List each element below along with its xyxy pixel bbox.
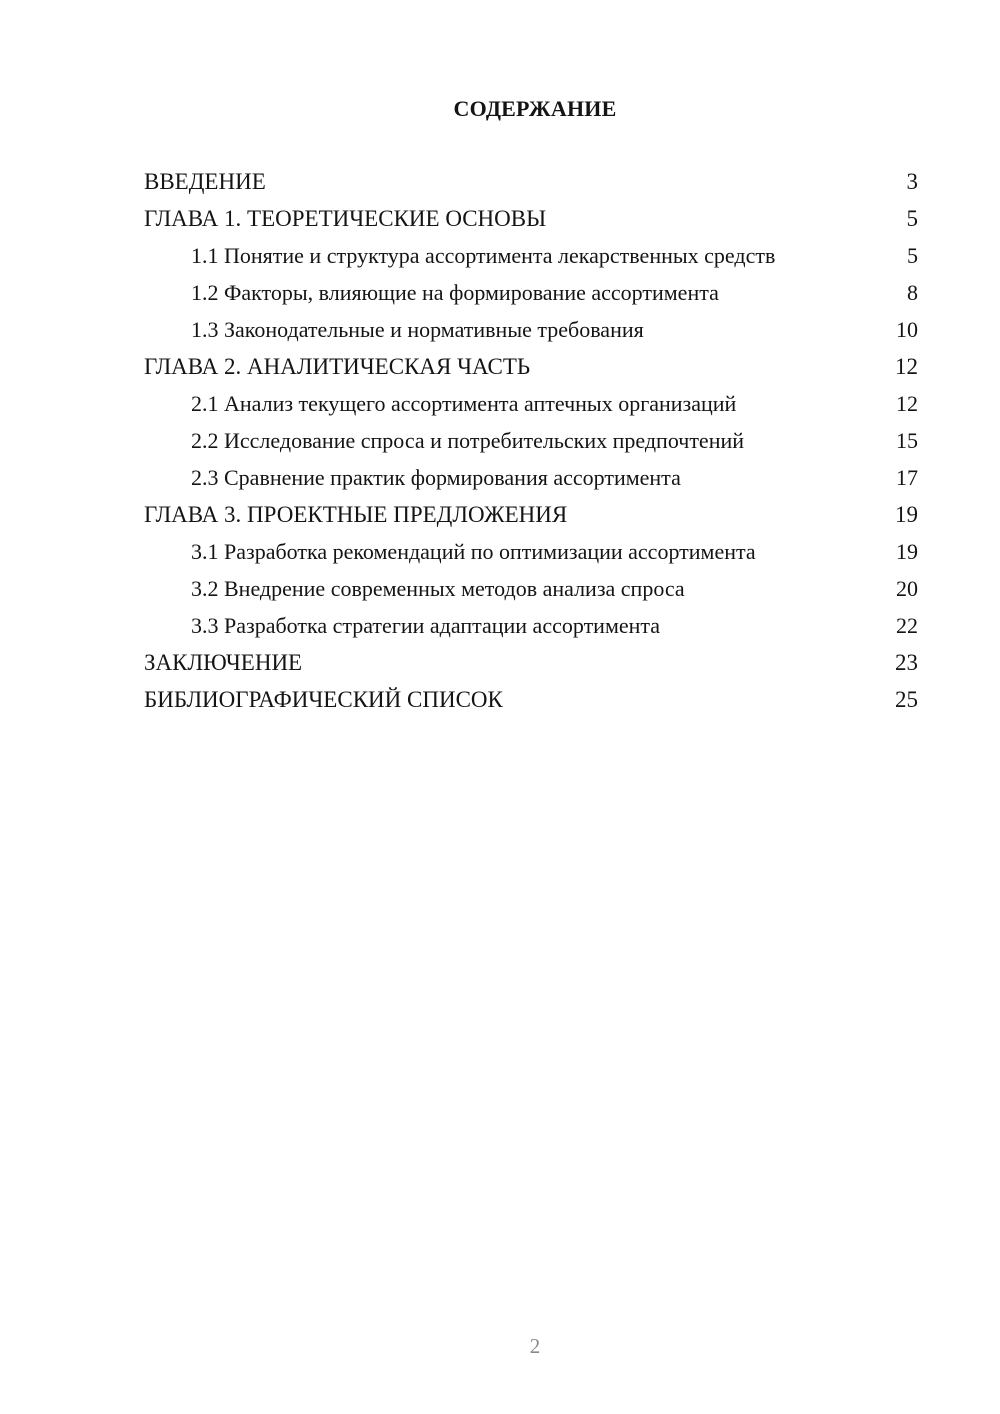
toc-entry-label: 1.2 Факторы, влияющие на формирование ассортимента	[191, 280, 719, 305]
toc-entry-introduction	[144, 168, 918, 195]
toc-entry-conclusion	[144, 649, 918, 676]
toc-entry-section-3-2	[144, 575, 918, 602]
toc-entry-section-2-3	[144, 464, 918, 491]
toc-entry-label: 3.1 Разработка рекомендаций по оптимизации ассортимента	[191, 539, 756, 564]
toc-entry-page: 22	[896, 613, 918, 638]
toc-entry-label: 2.2 Исследование спроса и потребительских предпочтений	[191, 428, 745, 453]
page-title: СОДЕРЖАНИЕ	[453, 96, 617, 121]
toc-entry-section-2-1	[144, 390, 918, 417]
toc-entry-page: 12	[896, 391, 918, 416]
toc-entry-page: 19	[895, 502, 918, 527]
toc-entry-bibliography	[144, 686, 918, 713]
toc-entry-page: 25	[895, 687, 918, 712]
toc-entry-section-1-2	[144, 279, 918, 306]
toc-entry-label: 3.3 Разработка стратегии адаптации ассортимента	[191, 613, 661, 638]
toc-entry-page: 19	[896, 539, 918, 564]
toc-entry-label: ГЛАВА 3. ПРОЕКТНЫЕ ПРЕДЛОЖЕНИЯ	[144, 502, 568, 527]
toc-entry-section-3-3	[144, 612, 918, 639]
toc-entry-page: 10	[896, 317, 918, 342]
toc-entry-page: 8	[907, 280, 918, 305]
toc-entry-label: 3.2 Внедрение современных методов анализа спроса	[191, 576, 685, 601]
toc-entry-page: 12	[895, 354, 918, 379]
toc-entry-page: 5	[906, 206, 918, 231]
toc-entry-label: ВВЕДЕНИЕ	[144, 169, 266, 194]
toc-entry-page: 20	[896, 576, 918, 601]
toc-entry-label: ГЛАВА 2. АНАЛИТИЧЕСКАЯ ЧАСТЬ	[144, 354, 531, 379]
toc-entry-section-1-1	[144, 242, 918, 269]
toc-entry-label: ГЛАВА 1. ТЕОРЕТИЧЕСКИЕ ОСНОВЫ	[144, 206, 547, 231]
toc-entry-label: 2.1 Анализ текущего ассортимента аптечных организаций	[191, 391, 737, 416]
toc-entry-page: 3	[906, 169, 918, 194]
toc-entry-label: 1.1 Понятие и структура ассортимента лекарственных средств	[191, 243, 776, 268]
toc-entry-label: ЗАКЛЮЧЕНИЕ	[144, 650, 303, 675]
toc-entry-section-1-3	[144, 316, 918, 343]
toc-entry-chapter-1	[144, 205, 918, 232]
page-number: 2	[529, 1334, 541, 1358]
table-of-contents	[144, 168, 918, 723]
toc-entry-page: 5	[907, 243, 918, 268]
toc-entry-page: 23	[895, 650, 918, 675]
toc-entry-section-3-1	[144, 538, 918, 565]
toc-entry-chapter-3	[144, 501, 918, 528]
toc-entry-page: 17	[896, 465, 918, 490]
toc-entry-page: 15	[896, 428, 918, 453]
toc-entry-section-2-2	[144, 427, 918, 454]
toc-entry-label: 2.3 Сравнение практик формирования ассортимента	[191, 465, 681, 490]
toc-entry-chapter-2	[144, 353, 918, 380]
toc-entry-label: БИБЛИОГРАФИЧЕСКИЙ СПИСОК	[144, 687, 503, 712]
toc-entry-label: 1.3 Законодательные и нормативные требования	[191, 317, 644, 342]
